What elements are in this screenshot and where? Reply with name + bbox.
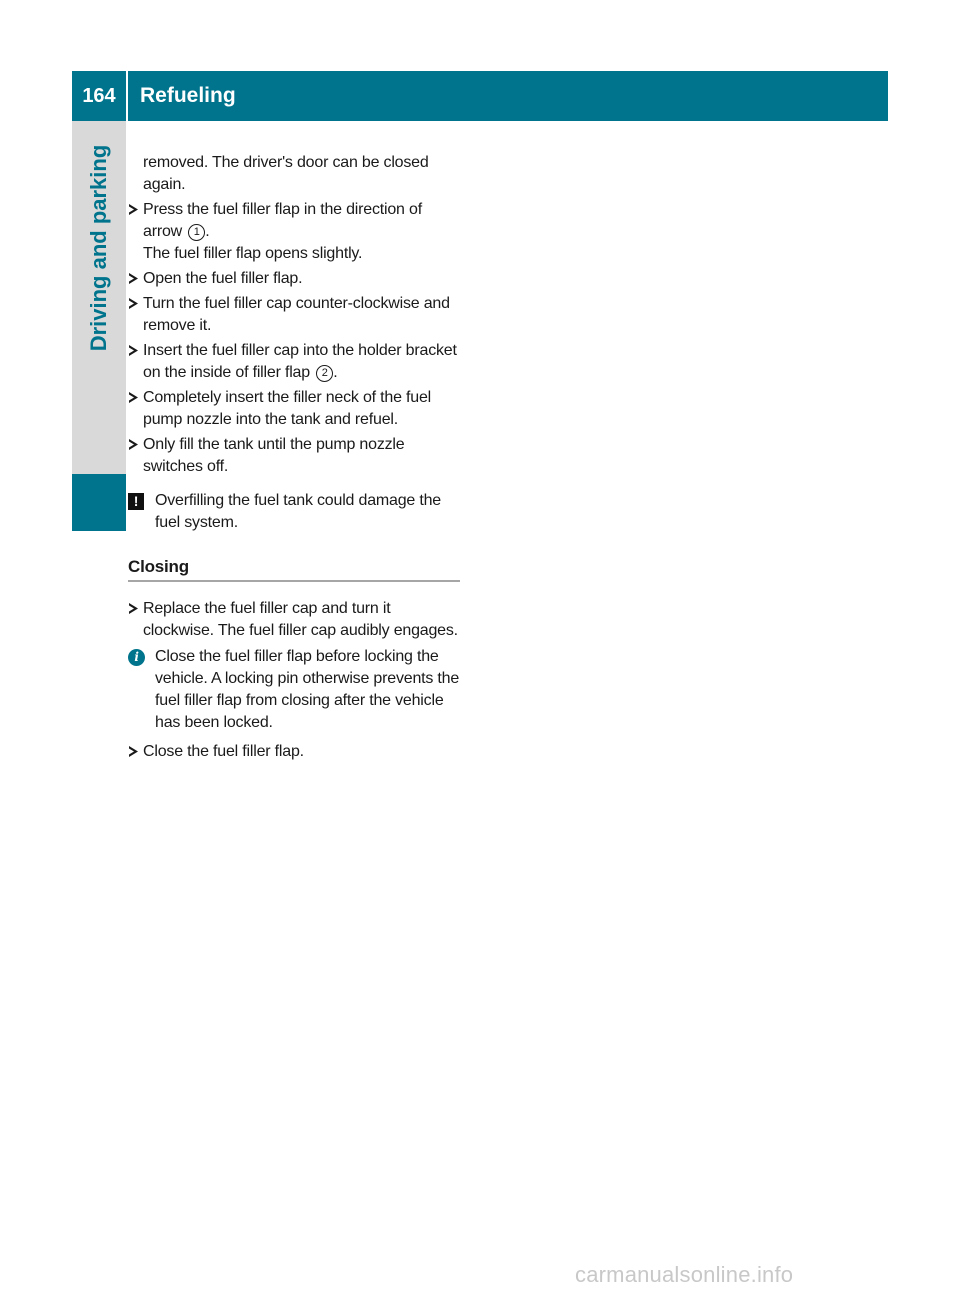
chapter-tab-label: Driving and parking — [86, 144, 111, 352]
step-arrow-icon — [128, 273, 138, 284]
step-arrow-icon — [128, 345, 138, 356]
main-column — [128, 152, 460, 766]
step-item — [128, 340, 460, 384]
watermark: carmanualsonline.info — [575, 1262, 794, 1287]
step-text: Only fill the tank until the pump nozzle switches off. — [143, 436, 405, 475]
step-item — [128, 387, 460, 431]
step-arrow-icon — [128, 204, 138, 215]
section-heading-closing: Closing — [128, 556, 460, 582]
heading-spacer — [128, 582, 460, 598]
page-number: 164 — [72, 71, 126, 121]
section-title: Refueling — [140, 84, 236, 107]
step-arrow-icon — [128, 746, 138, 757]
step-text: Close the fuel filler flap. — [143, 743, 304, 760]
step-item — [128, 199, 460, 265]
step-text: Replace the fuel filler cap and turn it clockwise. The fuel filler cap audibly engages. — [143, 600, 458, 639]
callout-marker: 1 — [188, 224, 205, 241]
step-arrow-icon — [128, 392, 138, 403]
step-text: Completely insert the filler neck of the fuel pump nozzle into the tank and refuel. — [143, 389, 432, 428]
step-item — [128, 434, 460, 478]
intro-text: removed. The driver's door can be closed again. — [143, 154, 429, 193]
info-note — [128, 646, 460, 734]
chapter-tab-marker — [72, 474, 126, 531]
section-header — [128, 71, 888, 121]
info-text: Close the fuel filler flap before locking the vehicle. A locking pin otherwise prevents the fuel filler flap from closing after the vehicle has been locked. — [155, 648, 460, 731]
warning-note — [128, 490, 460, 534]
step-result: The fuel filler flap opens slightly. — [143, 245, 363, 262]
step-arrow-icon — [128, 439, 138, 450]
step-arrow-icon — [128, 298, 138, 309]
step-item — [128, 293, 460, 337]
warning-icon: ! — [128, 493, 144, 510]
step-item — [128, 741, 460, 763]
step-text: Turn the fuel filler cap counter-clockwise and remove it. — [143, 295, 450, 334]
step-text: Open the fuel filler flap. — [143, 270, 303, 287]
info-icon: i — [128, 649, 145, 666]
step-text-end: . — [333, 364, 338, 381]
step-item — [128, 268, 460, 290]
step-text: Insert the fuel filler cap into the holder bracket on the inside of filler flap — [143, 342, 457, 381]
step-text-end: . — [205, 223, 210, 240]
step-arrow-icon — [128, 603, 138, 614]
step-text: Press the fuel filler flap in the direction of arrow — [143, 201, 422, 240]
warning-text: Overfilling the fuel tank could damage the fuel system. — [155, 492, 441, 531]
callout-marker: 2 — [316, 365, 333, 382]
step-item — [128, 598, 460, 642]
